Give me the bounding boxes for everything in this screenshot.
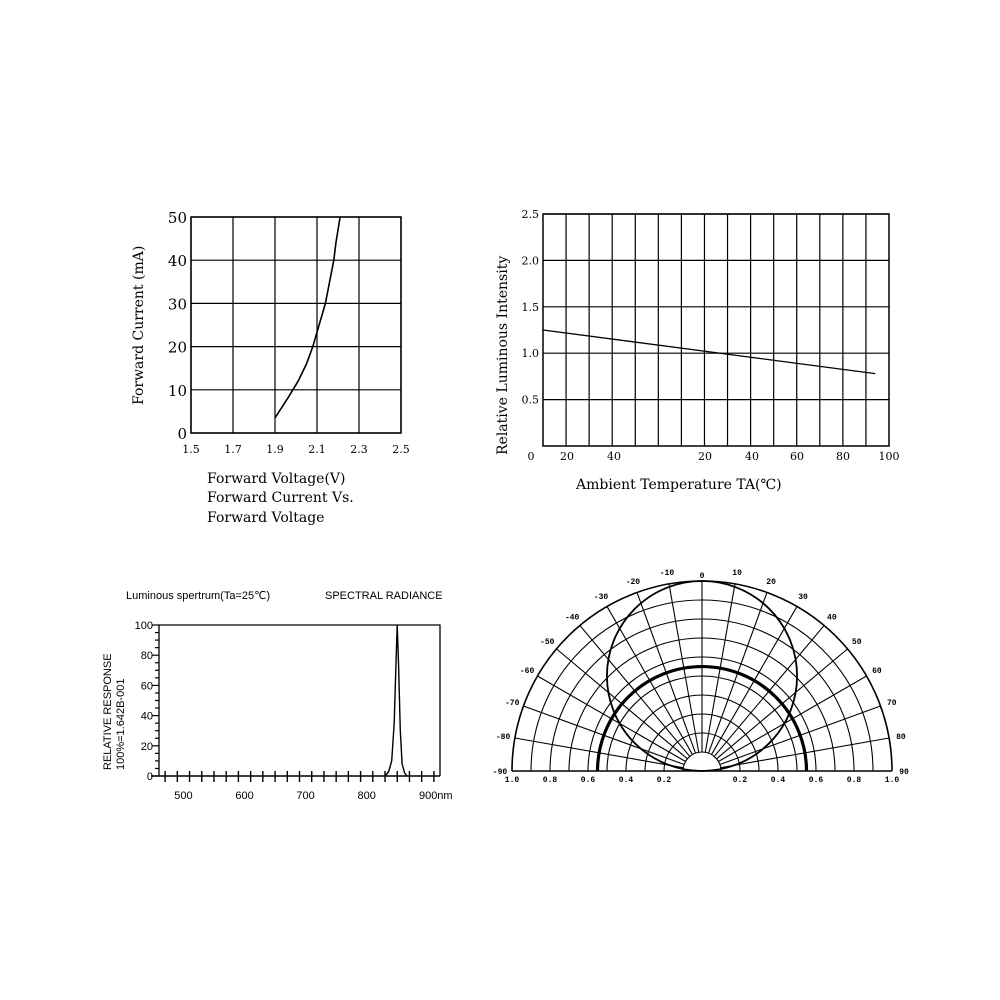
- iv-chart: [131, 209, 410, 526]
- spectrum-y-tick-label: 20: [140, 740, 153, 753]
- spectrum-y-tick-label: 100: [134, 620, 153, 632]
- iv-y-tick-label: 50: [167, 209, 187, 227]
- iv-caption-line-2: Forward Voltage: [207, 510, 325, 526]
- iv-x-tick-label: 2.3: [350, 443, 368, 456]
- iv-plot-frame: [191, 217, 401, 433]
- spectrum-x-tick-label: 900nm: [418, 790, 453, 802]
- polar-angle-label-left: -50: [540, 638, 555, 648]
- iv-y-tick-label: 40: [167, 252, 187, 271]
- polar-angle-label-left: -30: [593, 593, 609, 603]
- polar-angle-label-right: 70: [887, 698, 897, 708]
- temp-x-tick-label: 40: [745, 450, 759, 463]
- temp-chart: [495, 208, 900, 493]
- polar-angle-label-right: 50: [851, 638, 862, 648]
- temp-y-tick-label: 2.5: [521, 208, 539, 221]
- temp-y-axis-label: Relative Luminous Intensity: [495, 255, 511, 455]
- polar-angle-label-left: -20: [625, 578, 641, 588]
- polar-angle-label-right: 60: [872, 667, 882, 676]
- temp-x-tick-label: 80: [836, 450, 850, 463]
- spectrum-y-axis-label-1: RELATIVE RESPONSE: [102, 653, 114, 770]
- polar-angle-label-left: -80: [495, 732, 511, 742]
- iv-curve: [275, 217, 340, 418]
- iv-caption-line-1: Forward Current Vs.: [207, 490, 354, 506]
- radiation-polar-chart: [493, 569, 909, 785]
- spectrum-title: Luminous spertrum(Ta=25℃): [126, 590, 271, 602]
- iv-x-tick-label: 1.7: [224, 443, 242, 456]
- polar-radius-label: 0.4: [618, 776, 634, 785]
- iv-x-tick-label: 1.5: [182, 443, 200, 456]
- temp-y-tick-label: 1.5: [521, 300, 539, 314]
- temp-x-tick-label: 60: [790, 450, 804, 463]
- polar-radius-label: 0.2: [656, 776, 672, 785]
- polar-angle-label-top: 0: [699, 572, 705, 581]
- temp-x-tick-label: 100: [878, 450, 900, 463]
- temp-y-tick-label: 1.0: [521, 347, 539, 361]
- iv-y-tick-label: 10: [167, 381, 187, 400]
- iv-x-tick-label: 2.1: [308, 443, 326, 456]
- temp-y-tick-label: 0.5: [521, 393, 539, 407]
- temp-x-tick-label: 20: [560, 450, 574, 463]
- spectrum-x-tick-label: 800: [357, 790, 376, 802]
- temp-x-tick-label: 20: [698, 450, 712, 463]
- polar-radius-label: 0.2: [732, 776, 748, 785]
- iv-y-tick-label: 30: [167, 295, 187, 314]
- polar-angle-label-left: -90: [492, 768, 508, 777]
- polar-angle-label-right: 20: [766, 578, 776, 588]
- polar-angle-label-left: -10: [659, 569, 675, 579]
- polar-radius-label: 0.4: [770, 776, 786, 785]
- temp-y-tick-label: 2.0: [521, 254, 539, 268]
- spectrum-x-tick-label: 600: [235, 790, 254, 802]
- polar-angle-label-right: 90: [899, 768, 909, 777]
- temp-x-axis-label: Ambient Temperature TA(℃): [576, 477, 782, 493]
- spectrum-y-tick-label: 0: [146, 771, 153, 783]
- polar-radius-label: 0.8: [542, 776, 558, 785]
- temp-x-tick-label: 0: [527, 450, 535, 463]
- polar-angle-label-left: -40: [564, 613, 580, 623]
- spectrum-y-tick-label: 80: [140, 650, 153, 663]
- polar-angle-label-left: -60: [519, 667, 535, 676]
- temp-plot-frame: [543, 214, 889, 446]
- iv-x-tick-label: 2.5: [392, 443, 410, 456]
- polar-angle-label-right: 40: [827, 613, 837, 623]
- spectrum-curve: [385, 625, 407, 776]
- polar-radius-label: 0.6: [808, 776, 824, 785]
- spectrum-x-tick-label: 700: [296, 790, 315, 802]
- iv-y-axis-label: Forward Current (mA): [131, 245, 147, 405]
- iv-x-tick-label: 1.9: [266, 443, 284, 456]
- spectrum-subtitle: SPECTRAL RADIANCE: [325, 590, 443, 602]
- temp-x-tick-label: 40: [607, 450, 621, 463]
- polar-angle-label-right: 10: [732, 569, 742, 579]
- temp-curve: [543, 330, 875, 374]
- polar-angle-label-right: 80: [896, 732, 906, 742]
- iv-y-tick-label: 20: [167, 338, 187, 357]
- spectrum-y-tick-label: 60: [140, 680, 153, 693]
- spectrum-y-axis-label-2: 100%=1.642B-001: [115, 678, 127, 770]
- spectrum-chart: [102, 590, 453, 802]
- polar-radius-label: 0.8: [846, 776, 862, 785]
- polar-angle-label-left: -70: [504, 698, 520, 708]
- spectrum-x-tick-label: 500: [174, 790, 193, 802]
- polar-radius-label: 0.6: [580, 776, 596, 785]
- iv-y-tick-label: 0: [177, 425, 187, 443]
- polar-angle-label-right: 30: [798, 593, 808, 603]
- iv-x-axis-label: Forward Voltage(V): [207, 471, 346, 487]
- spectrum-y-tick-label: 40: [140, 710, 153, 723]
- polar-radius-label: 1.0: [504, 776, 520, 785]
- polar-radius-label: 1.0: [884, 776, 900, 785]
